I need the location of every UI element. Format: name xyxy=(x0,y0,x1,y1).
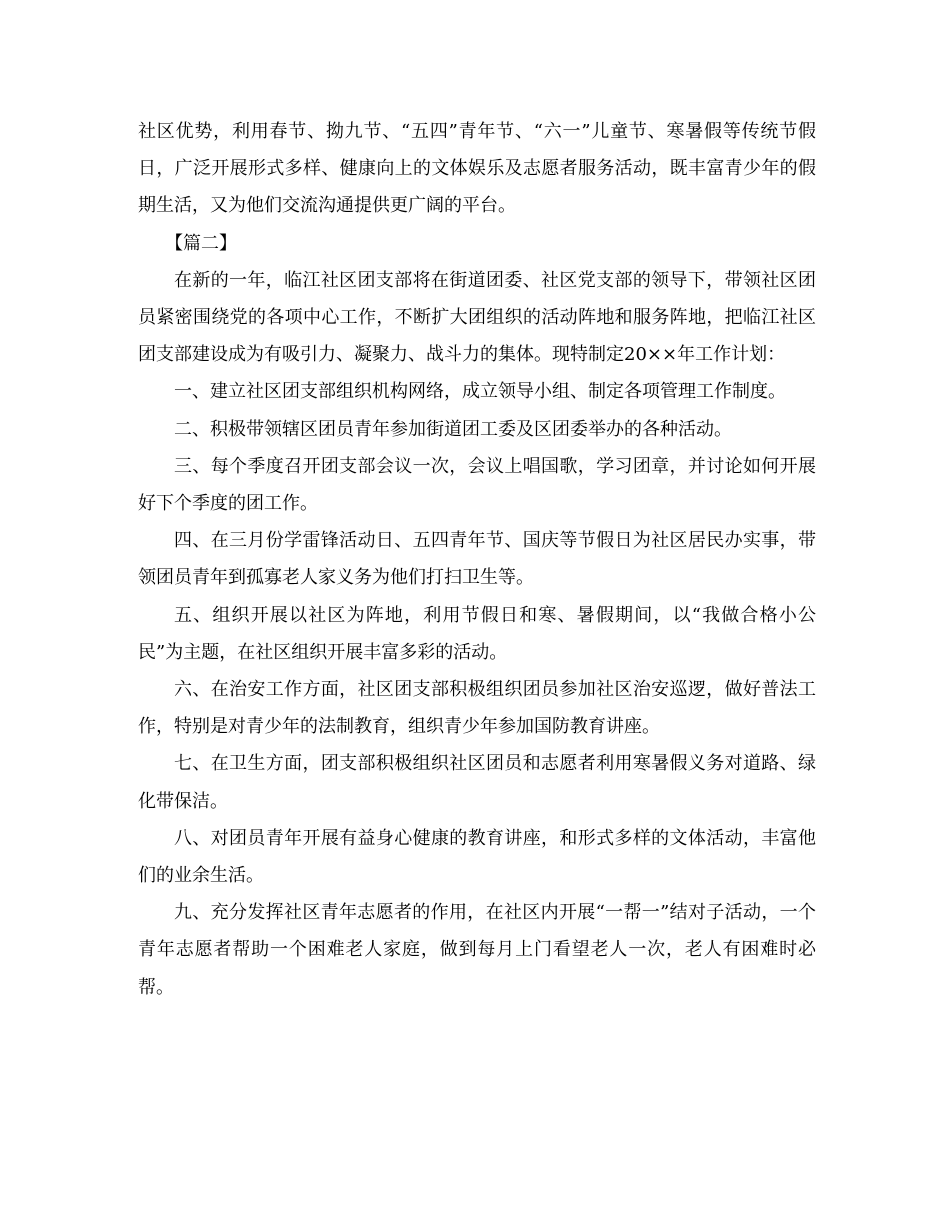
plan-item-5: 五、组织开展以社区为阵地，利用节假日和寒、暑假期间，以“我做合格小公民”为主题，在社区组织开展丰富多彩的活动。 xyxy=(138,604,816,663)
plan-item-8: 八、对团员青年开展有益身心健康的教育讲座，和形式多样的文体活动，丰富他们的业余生活。 xyxy=(138,827,816,887)
intro-paragraph: 社区优势，利用春节、拗九节、“五四”青年节、“六一”儿童节、寒暑假等传统节假日，广泛开展形式多样、健康向上的文体娱乐及志愿者服务活动，既丰富青少年的假期生活，又为他们交流沟通提供更广阔的平台。 xyxy=(138,121,816,217)
plan-item-2: 二、积极带领辖区团员青年参加街道团工委及区团委举办的各种活动。 xyxy=(174,418,732,440)
plan-item-6: 六、在治安工作方面，社区团支部积极组织团员参加社区治安巡逻，做好普法工作，特别是对青少年的法制教育，组织青少年参加国防教育讲座。 xyxy=(138,679,816,738)
plan-item-3: 三、每个季度召开团支部会议一次，会议上唱国歌，学习团章，并讨论如何开展好下个季度的团工作。 xyxy=(138,455,816,515)
section-heading: 【篇二】 xyxy=(165,232,237,254)
opening-paragraph: 在新的一年，临江社区团支部将在街道团委、社区党支部的领导下，带领社区团员紧密围绕党的各项中心工作，不断扩大团组织的活动阵地和服务阵地，把临江社区团支部建设成为有吸引力、凝聚力、战斗力的集体。现特制定20××年工作计划： xyxy=(138,269,816,366)
plan-item-7: 七、在卫生方面，团支部积极组织社区团员和志愿者利用寒暑假义务对道路、绿化带保洁。 xyxy=(138,753,816,812)
document-page xyxy=(138,113,816,1006)
plan-item-9: 九、充分发挥社区青年志愿者的作用，在社区内开展“一帮一”结对子活动，一个青年志愿者帮助一个困难老人家庭，做到每月上门看望老人一次，老人有困难时必帮。 xyxy=(138,902,816,998)
plan-item-4: 四、在三月份学雷锋活动日、五四青年节、国庆等节假日为社区居民办实事，带领团员青年到孤寡老人家义务为他们打扫卫生等。 xyxy=(138,530,816,589)
plan-item-1: 一、建立社区团支部组织机构网络，成立领导小组、制定各项管理工作制度。 xyxy=(174,381,786,403)
